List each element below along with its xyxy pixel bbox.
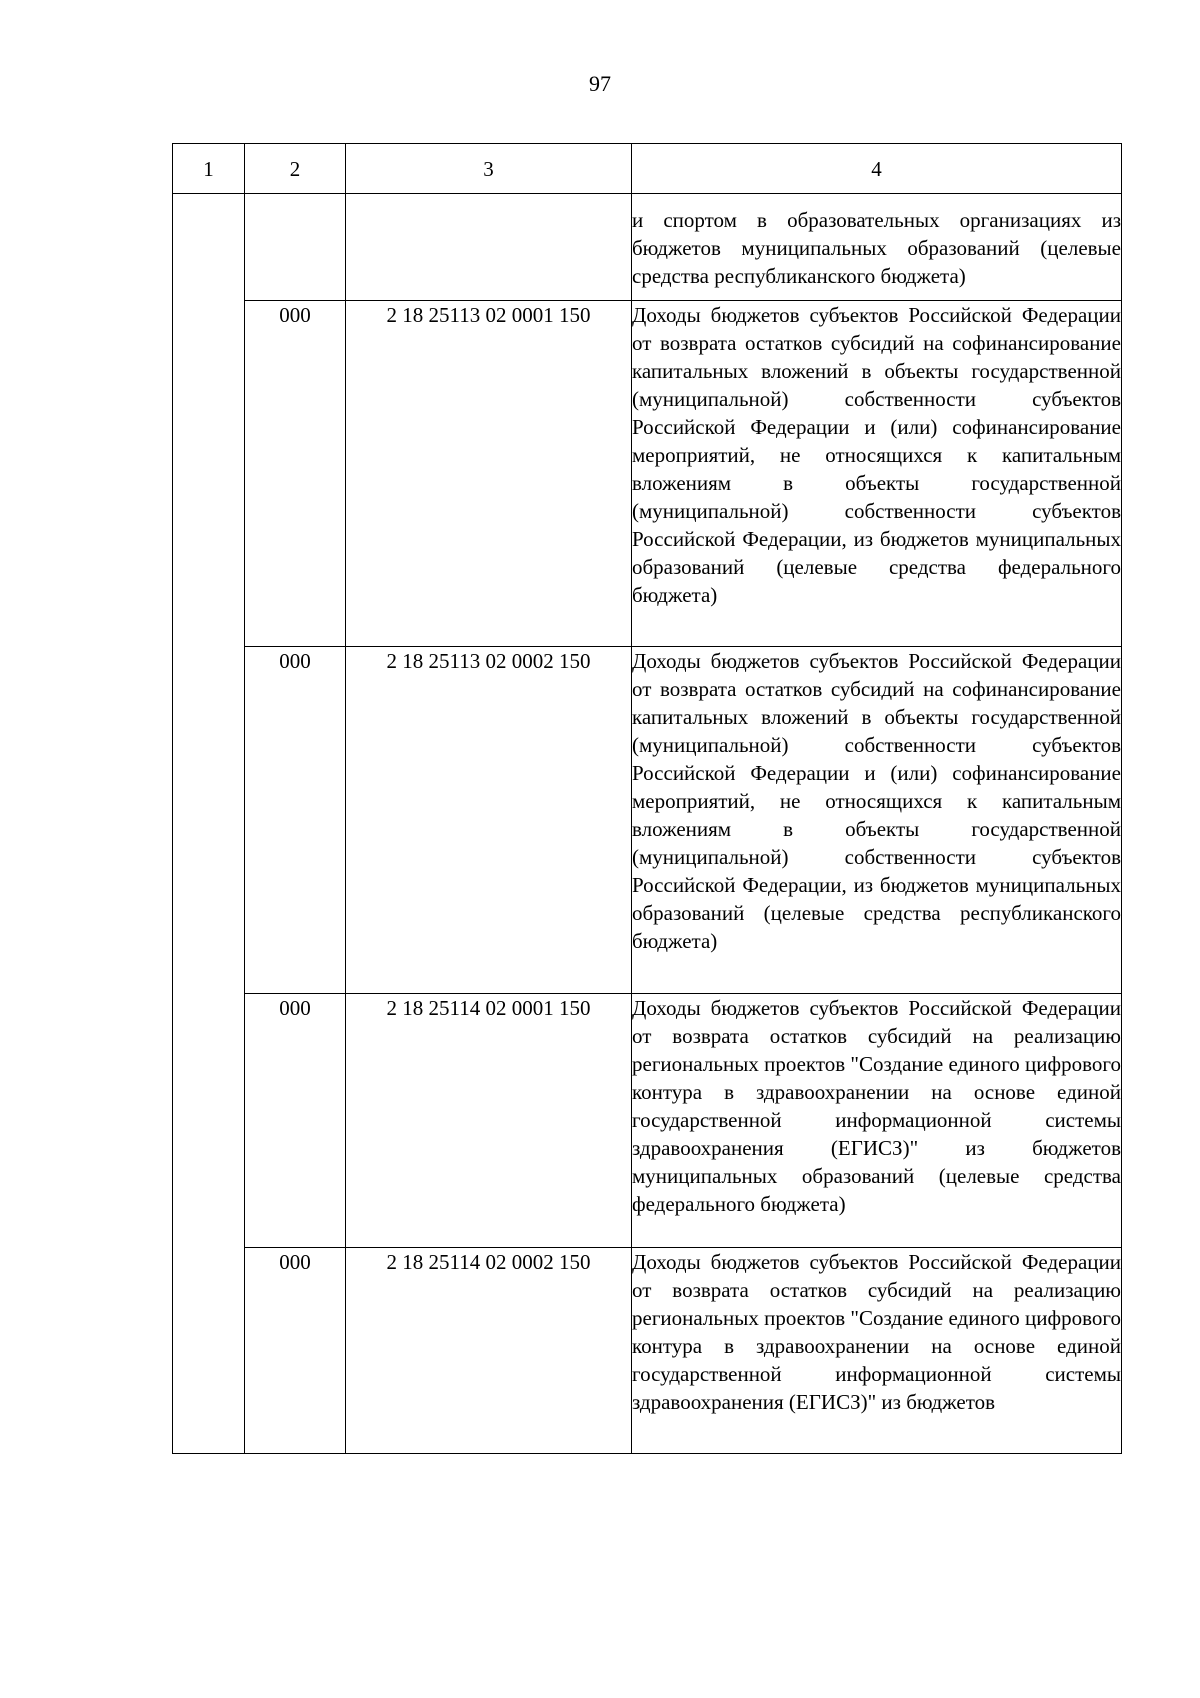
income-name-text: Доходы бюджетов субъектов Российской Федерации от возврата остатков субсидий на софинансирование капитальных вложений в объекты государственной (муниципальной) собственности субъектов Российской Федерации и (или) софинансирование мероприятий, не относящихся к капитальным вложениям в объекты государственной (муниципальной) собственности субъектов Российской Федерации, из бюджетов муниципальных образований (целевые средства федерального бюджета) [632, 303, 1121, 607]
page-number: 97 [589, 71, 611, 96]
admin-code-cell: 000 [245, 647, 346, 994]
table-row [173, 994, 1122, 1248]
table-row [173, 647, 1122, 994]
admin-code-cell: 000 [245, 301, 346, 647]
budget-classification-table [172, 143, 1122, 1454]
income-name-text: Доходы бюджетов субъектов Российской Федерации от возврата остатков субсидий на реализацию региональных проектов "Создание единого цифрового контура в здравоохранении на основе единой государственной информационной системы здравоохранения (ЕГИСЗ)" из бюджетов муниципальных образований (целевые средства федерального бюджета) [632, 996, 1121, 1216]
income-name-cell [632, 194, 1122, 301]
income-name-cell [632, 647, 1122, 994]
table-header [173, 144, 1122, 194]
classification-code-cell: 2 18 25114 02 0001 150 [346, 994, 632, 1248]
classification-code-cell: 2 18 25114 02 0002 150 [346, 1248, 632, 1454]
income-name-cell [632, 994, 1122, 1248]
admin-code-cell [245, 194, 346, 301]
table-row [173, 194, 1122, 301]
income-name-text: Доходы бюджетов субъектов Российской Федерации от возврата остатков субсидий на софинансирование капитальных вложений в объекты государственной (муниципальной) собственности субъектов Российской Федерации и (или) софинансирование мероприятий, не относящихся к капитальным вложениям в объекты государственной (муниципальной) собственности субъектов Российской Федерации, из бюджетов муниципальных образований (целевые средства республиканского бюджета) [632, 649, 1121, 953]
classification-code-cell: 2 18 25113 02 0001 150 [346, 301, 632, 647]
table-body [173, 194, 1122, 1454]
classification-code-cell: 2 18 25113 02 0002 150 [346, 647, 632, 994]
table-row [173, 1248, 1122, 1454]
header-row [173, 144, 1122, 194]
income-name-text: и спортом в образовательных организациях из бюджетов муниципальных образований (целевые средства республиканского бюджета) [632, 208, 1121, 288]
income-name-text: Доходы бюджетов субъектов Российской Федерации от возврата остатков субсидий на реализацию региональных проектов "Создание единого цифрового контура в здравоохранении на основе единой государственной информационной системы здравоохранения (ЕГИСЗ)" из бюджетов [632, 1250, 1121, 1414]
col-1-merged-cell [173, 194, 245, 1454]
income-name-cell [632, 301, 1122, 647]
classification-code-cell [346, 194, 632, 301]
admin-code-cell: 000 [245, 994, 346, 1248]
table-row [173, 301, 1122, 647]
header-col-1: 1 [173, 144, 245, 194]
header-col-2: 2 [245, 144, 346, 194]
header-col-4: 4 [632, 144, 1122, 194]
admin-code-cell: 000 [245, 1248, 346, 1454]
income-name-cell [632, 1248, 1122, 1454]
header-col-3: 3 [346, 144, 632, 194]
